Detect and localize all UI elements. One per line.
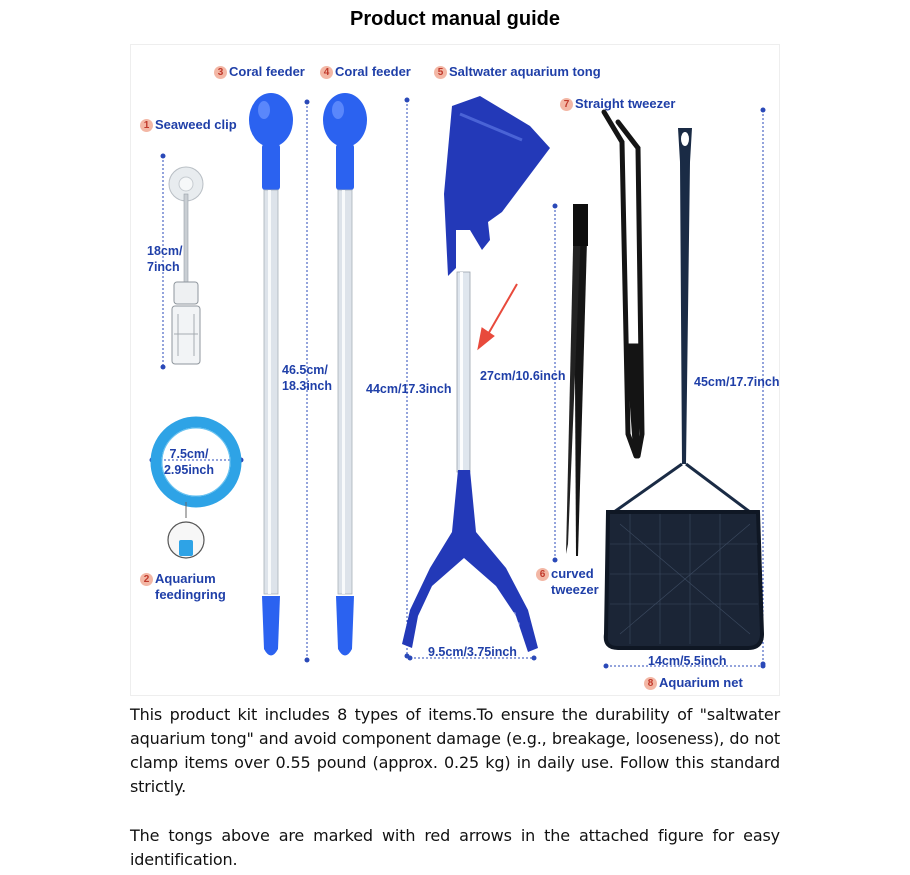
label-coral-feeder-2: 4 Coral feeder — [320, 64, 411, 80]
label-aquarium-feedingring: 2 Aquarium feedingring — [140, 571, 235, 603]
feeding-ring-drawing — [156, 422, 236, 558]
label-aquarium-net: 8 Aquarium net — [644, 675, 743, 691]
red-arrow-note-paragraph: The tongs above are marked with red arrows in the attached figure for easy identification. — [130, 826, 780, 869]
label-seaweed-clip: 1 Seaweed clip — [140, 117, 237, 133]
kit-description-paragraph: This product kit includes 8 types of items.To ensure the durability of "saltwater aquarium tong" and avoid component damage (e.g., breakage, looseness), do not clamp items over 0.55 pound (approx. 0.25 kg) in daily use. Follow this standard strictly. — [130, 705, 780, 796]
dim-feeding-ring: 7.5cm/ 2.95inch — [163, 447, 215, 477]
label-curved-tweezer: 6 curved tweezer — [536, 566, 611, 598]
red-arrow — [478, 284, 517, 349]
label-coral-feeder-1: 3 Coral feeder — [214, 64, 305, 80]
page-title: Product manual guide — [349, 8, 561, 30]
dim-seaweed-clip: 18cm/ 7inch — [147, 244, 183, 274]
product-figure — [130, 44, 780, 696]
dim-net-length: 45cm/17.7inch — [694, 375, 780, 389]
dim-tong-width: 9.5cm/3.75inch — [428, 645, 517, 659]
dim-tong-length: 44cm/17.3inch — [366, 382, 452, 396]
label-straight-tweezer: 7 Straight tweezer — [560, 96, 675, 112]
straight-tweezer-drawing — [604, 112, 642, 456]
dim-curved-tweezer: 27cm/10.6inch — [480, 369, 566, 383]
dim-coral-feeder: 46.5cm/ 18.3inch — [282, 363, 333, 393]
label-saltwater-aquarium-tong: 5 Saltwater aquarium tong — [434, 64, 601, 80]
dim-net-width: 14cm/5.5inch — [648, 654, 727, 668]
curved-tweezer-drawing — [566, 204, 588, 556]
